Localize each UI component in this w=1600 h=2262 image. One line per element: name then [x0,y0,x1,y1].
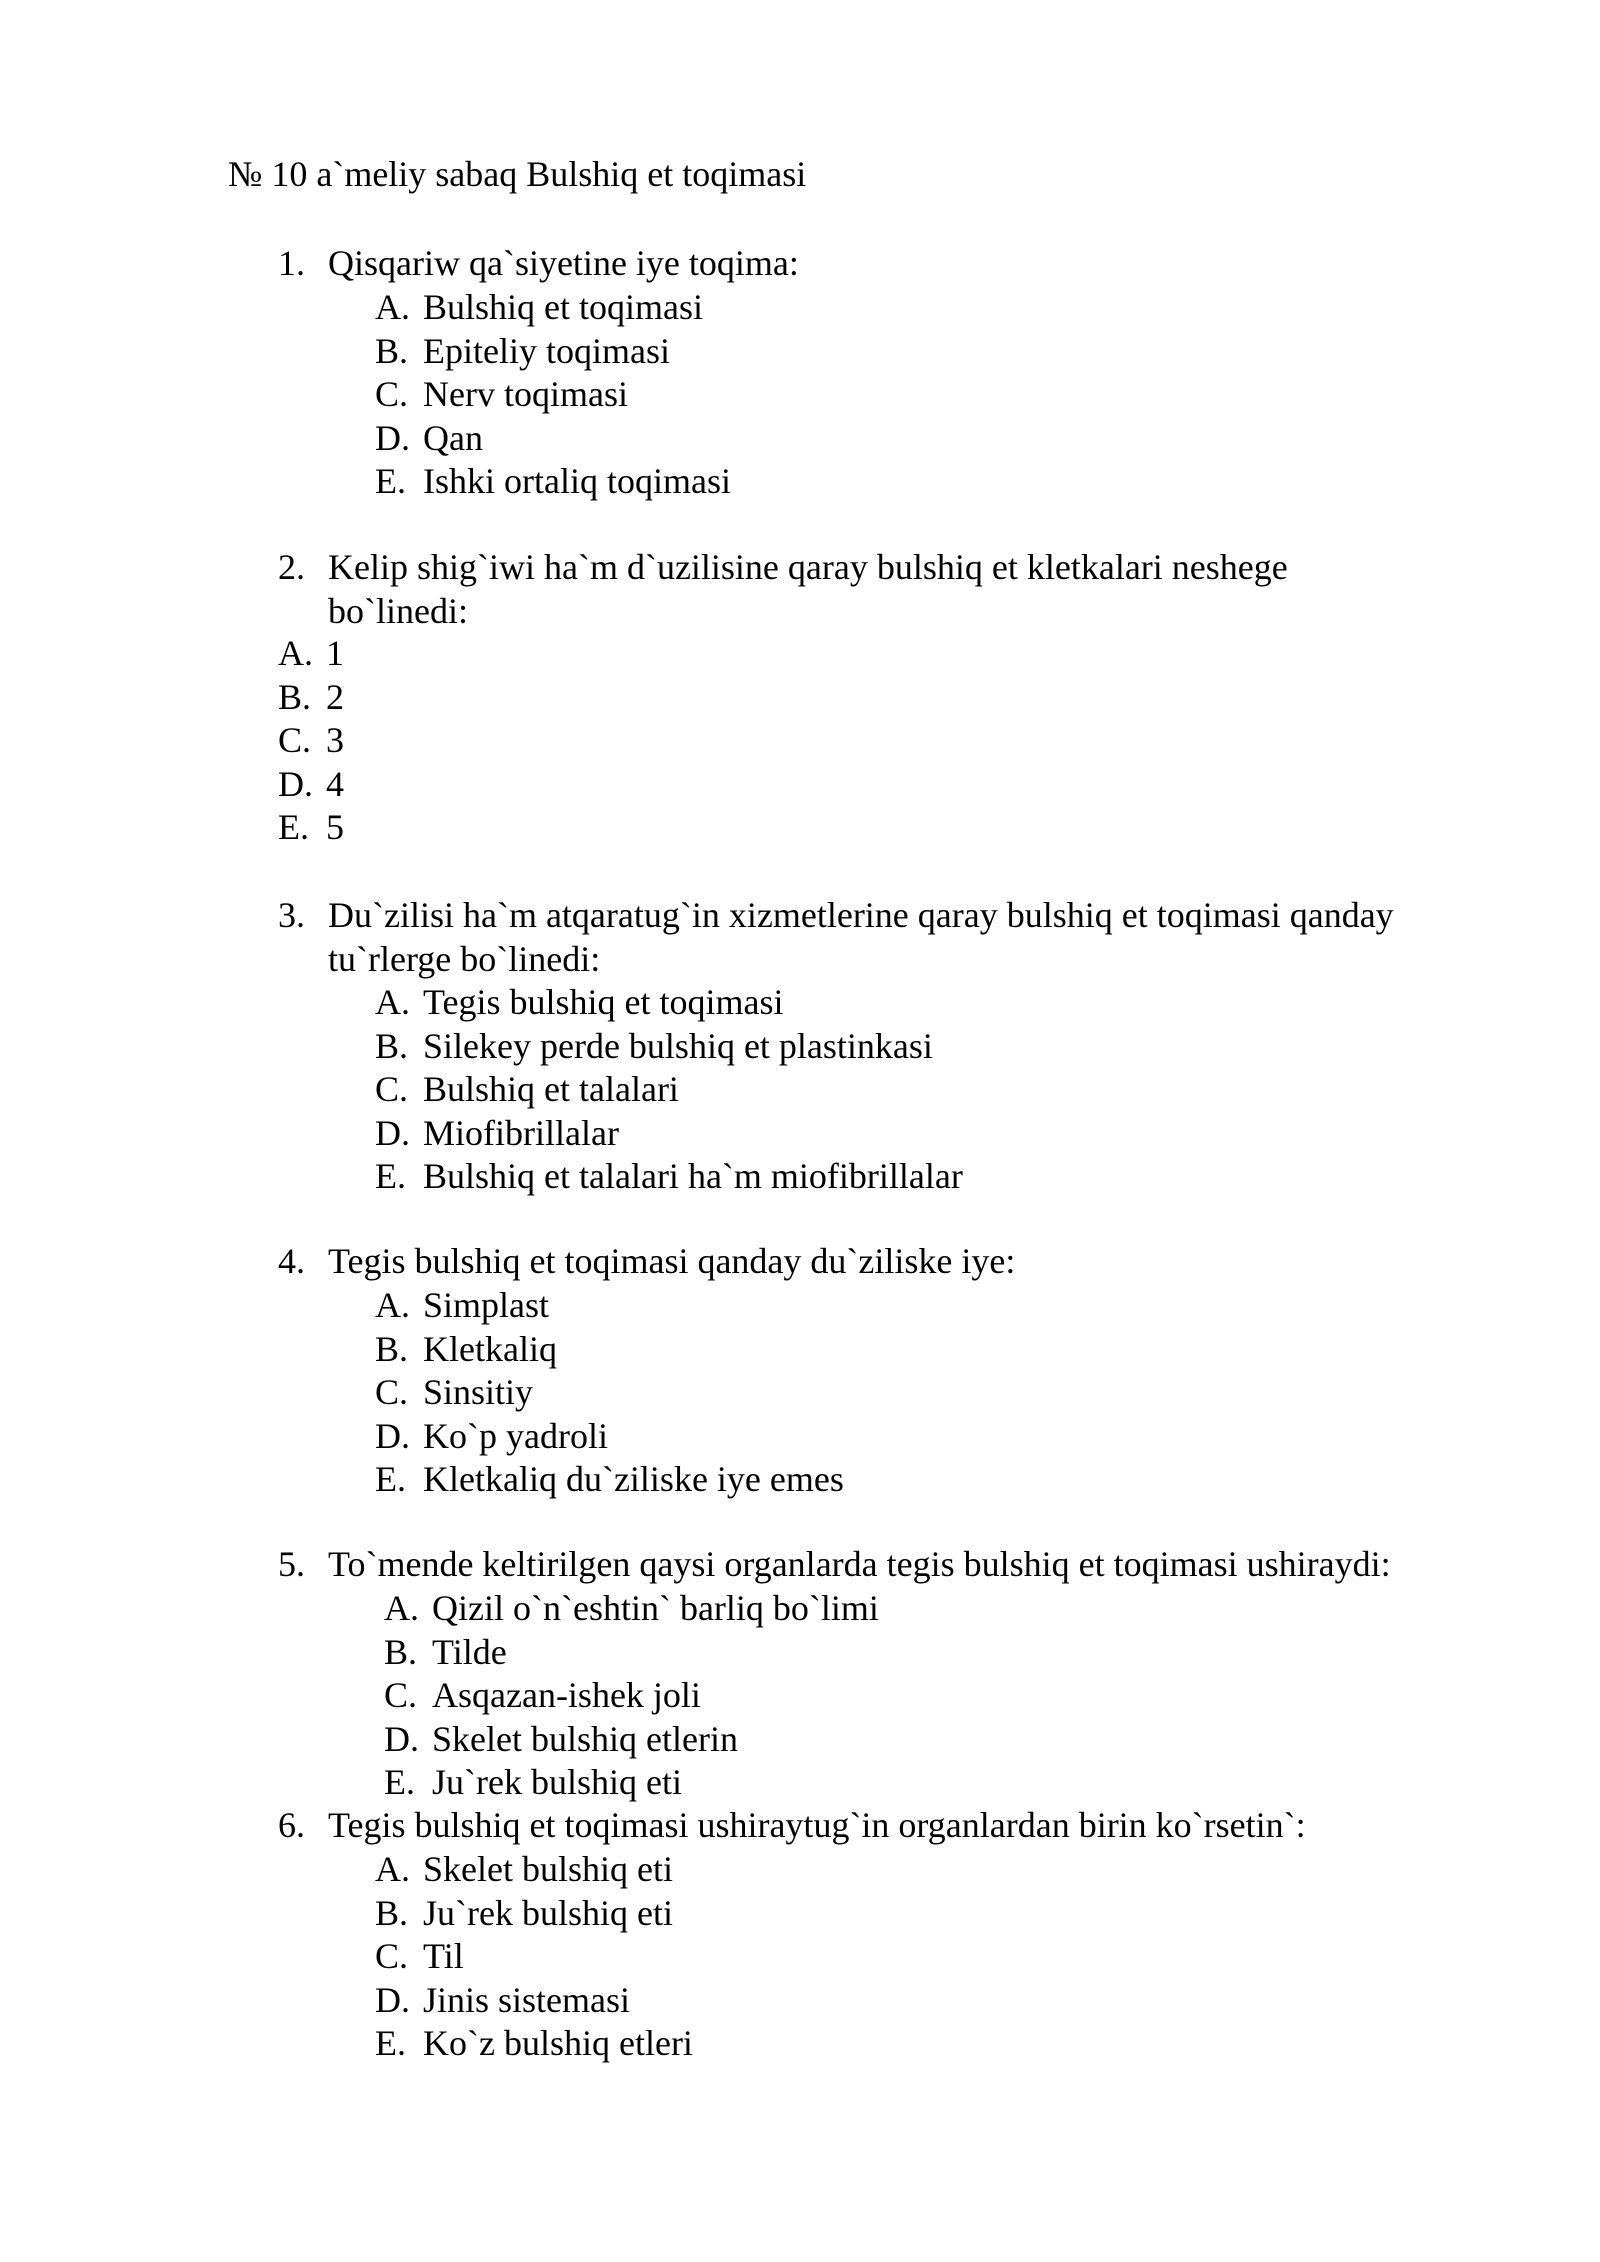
option-text: Sinsitiy [423,1372,534,1413]
option-letter: A. [384,1588,419,1628]
page-title: № 10 a`meliy sabaq Bulshiq et toqimasi [228,154,807,194]
option-text: Miofibrillalar [423,1112,619,1153]
option-text: Skelet bulshiq etlerin [432,1718,738,1759]
question-4 [278,1240,1378,1284]
option-text: Tilde [432,1631,507,1672]
question-5 [278,1543,1558,1587]
option-text: Ju`rek bulshiq eti [432,1762,682,1803]
option-text: Simplast [423,1285,550,1325]
option-letter: D. [375,417,410,458]
option-letter: D. [375,1415,410,1456]
option-letter: C. [375,1372,409,1413]
question-1 [278,242,1378,286]
option-letter: B. [375,1892,409,1933]
option-letter: D. [375,1112,410,1153]
question-stem: Tegis bulshiq et toqimasi ushiraytug`in organlardan birin ko`rsetin`: [328,1805,1306,1845]
option-letter: C. [375,1936,409,1977]
option-letter: B. [384,1631,418,1672]
option-text: Epiteliy toqimasi [423,330,670,371]
option-text: Asqazan-ishek joli [432,1675,701,1716]
question-stem: Tegis bulshiq et toqimasi qanday du`ziliske iye: [328,1241,1016,1281]
option-letter: D. [278,763,313,804]
option-letter: E. [375,461,406,502]
option-text: 1 [326,633,344,673]
option-letter: C. [384,1675,418,1716]
option-letter: A. [375,1285,410,1325]
question-number: 4. [278,1241,305,1281]
option-text: Til [423,1936,464,1977]
option-letter: B. [375,1025,409,1066]
option-letter: A. [278,633,313,673]
option-letter: A. [375,1849,410,1889]
question-3 [278,894,1508,981]
option-letter: C. [375,1069,409,1110]
question-2 [278,546,1368,633]
option-letter: E. [278,807,309,848]
option-text: Ju`rek bulshiq eti [423,1892,673,1933]
option-letter: E. [375,1156,406,1197]
option-letter: C. [375,374,409,415]
option-text: 2 [326,676,344,717]
option-text: Skelet bulshiq eti [423,1849,673,1889]
option-text: Ishki ortaliq toqimasi [423,461,731,502]
option-text: Qan [423,417,483,458]
option-letter: E. [375,2023,406,2064]
option-letter: D. [384,1718,419,1759]
question-stem: To`mende keltirilgen qaysi organlarda tegis bulshiq et toqimasi ushiraydi: [328,1544,1391,1584]
option-text: Bulshiq et talalari [423,1069,679,1110]
question-stem: Du`zilisi ha`m atqaratug`in xizmetlerine qaray bulshiq et toqimasi qanday tu`rlerge bo`linedi: [328,895,1394,979]
option-text: Silekey perde bulshiq et plastinkasi [423,1025,933,1066]
option-text: Ko`z bulshiq etleri [423,2023,693,2064]
option-letter: C. [278,720,312,761]
option-letter: A. [375,982,410,1022]
option-text: Qizil o`n`eshtin` barliq bo`limi [432,1588,879,1628]
question-number: 2. [278,547,305,587]
question-number: 1. [278,243,305,283]
option-text: 4 [326,763,344,804]
option-letter: A. [375,287,410,327]
option-letter: E. [384,1762,415,1803]
option-letter: D. [375,1979,410,2020]
option-text: Kletkaliq [423,1328,557,1369]
question-stem: Kelip shig`iwi ha`m d`uzilisine qaray bulshiq et kletkalari neshege bo`linedi: [328,547,1288,631]
option-text: Bulshiq et toqimasi [423,287,704,327]
option-letter: B. [278,676,312,717]
option-text: Tegis bulshiq et toqimasi [423,982,784,1022]
option-text: 5 [326,807,344,848]
option-text: 3 [326,720,344,761]
option-letter: E. [375,1459,406,1500]
option-text: Ko`p yadroli [423,1415,608,1456]
question-number: 6. [278,1805,305,1845]
question-6 [278,1804,1508,1848]
option-letter: B. [375,1328,409,1369]
option-text: Nerv toqimasi [423,374,628,415]
question-number: 5. [278,1544,305,1584]
option-text: Kletkaliq du`ziliske iye emes [423,1459,844,1500]
question-stem: Qisqariw qa`siyetine iye toqima: [328,243,799,283]
option-text: Bulshiq et talalari ha`m miofibrillalar [423,1156,963,1197]
option-text: Jinis sistemasi [423,1979,631,2020]
question-number: 3. [278,895,305,935]
option-letter: B. [375,330,409,371]
